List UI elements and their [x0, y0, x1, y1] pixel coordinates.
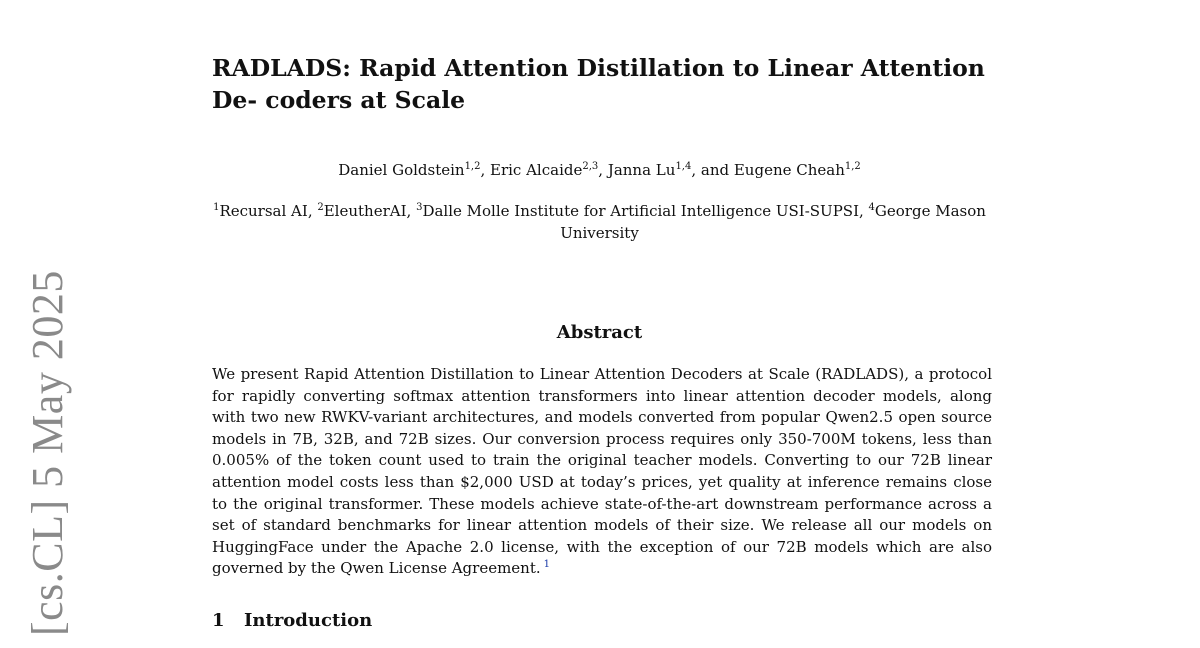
author-affil-sup: 2,3	[582, 161, 599, 172]
section-title: Introduction	[244, 610, 373, 631]
affil-sup: 3	[416, 202, 423, 213]
author-sep: ,	[480, 161, 491, 179]
author-sep: ,	[598, 161, 608, 179]
affiliation: Recursal AI,	[219, 202, 318, 220]
abstract-text: We present Rapid Attention Distillation to Linear Attention Decoders at Scale (RADLADS), a protocol for rapidly converting softmax attention transformers into linear attention decoder models, along with two new RWKV-variant architectures, and models converted from popular Qwen2.5 open source models in 7B, 32B, and 72B sizes. Our conversion process requires only 350-700M tokens, less than 0.005% of the token count used to train the original teacher models. Converting to our 72B linear attention model costs less than $2,000 USD at today’s prices, yet quality at inference remains close to the original transformer. These models achieve state-of-the-art downstream performance across a set of standard benchmarks for linear attention models of their size. We release all our models on HuggingFace under the Apache 2.0 license, with the exception of our 72B models which are also governed by the Qwen License Agreement.	[212, 365, 992, 578]
author	[338, 161, 490, 179]
footnote-link[interactable]: 1	[543, 559, 551, 571]
abstract-body	[212, 364, 992, 580]
author-name: Janna Lu	[607, 161, 676, 179]
author	[608, 161, 734, 179]
abstract-heading: Abstract	[556, 322, 643, 343]
affil-sup: 4	[868, 202, 875, 213]
affil-sup: 1	[213, 202, 220, 213]
section-number: 1	[212, 610, 225, 631]
paper-title: RADLADS: Rapid Attention Distillation to Linear Attention De- coders at Scale	[212, 54, 985, 114]
author-affil-sup: 1,2	[844, 161, 861, 172]
section-heading-introduction	[212, 610, 992, 631]
arxiv-side-stamp: [cs.CL] 5 May 2025	[23, 270, 72, 636]
affiliation: Dalle Molle Institute for Artificial Intelligence USI-SUPSI,	[422, 202, 869, 220]
affil-sup: 2	[317, 202, 324, 213]
author	[734, 161, 861, 179]
author-sep: , and	[691, 161, 734, 179]
author-name: Daniel Goldstein	[338, 161, 465, 179]
affiliation: George Mason University	[560, 202, 986, 242]
author-name: Eric Alcaide	[490, 161, 583, 179]
author-affil-sup: 1,4	[675, 161, 692, 172]
affiliation-list	[212, 200, 987, 244]
author-name: Eugene Cheah	[733, 161, 845, 179]
author	[490, 161, 608, 179]
author-affil-sup: 1,2	[464, 161, 481, 172]
affiliation: EleutherAI,	[323, 202, 417, 220]
author-list	[212, 158, 987, 182]
